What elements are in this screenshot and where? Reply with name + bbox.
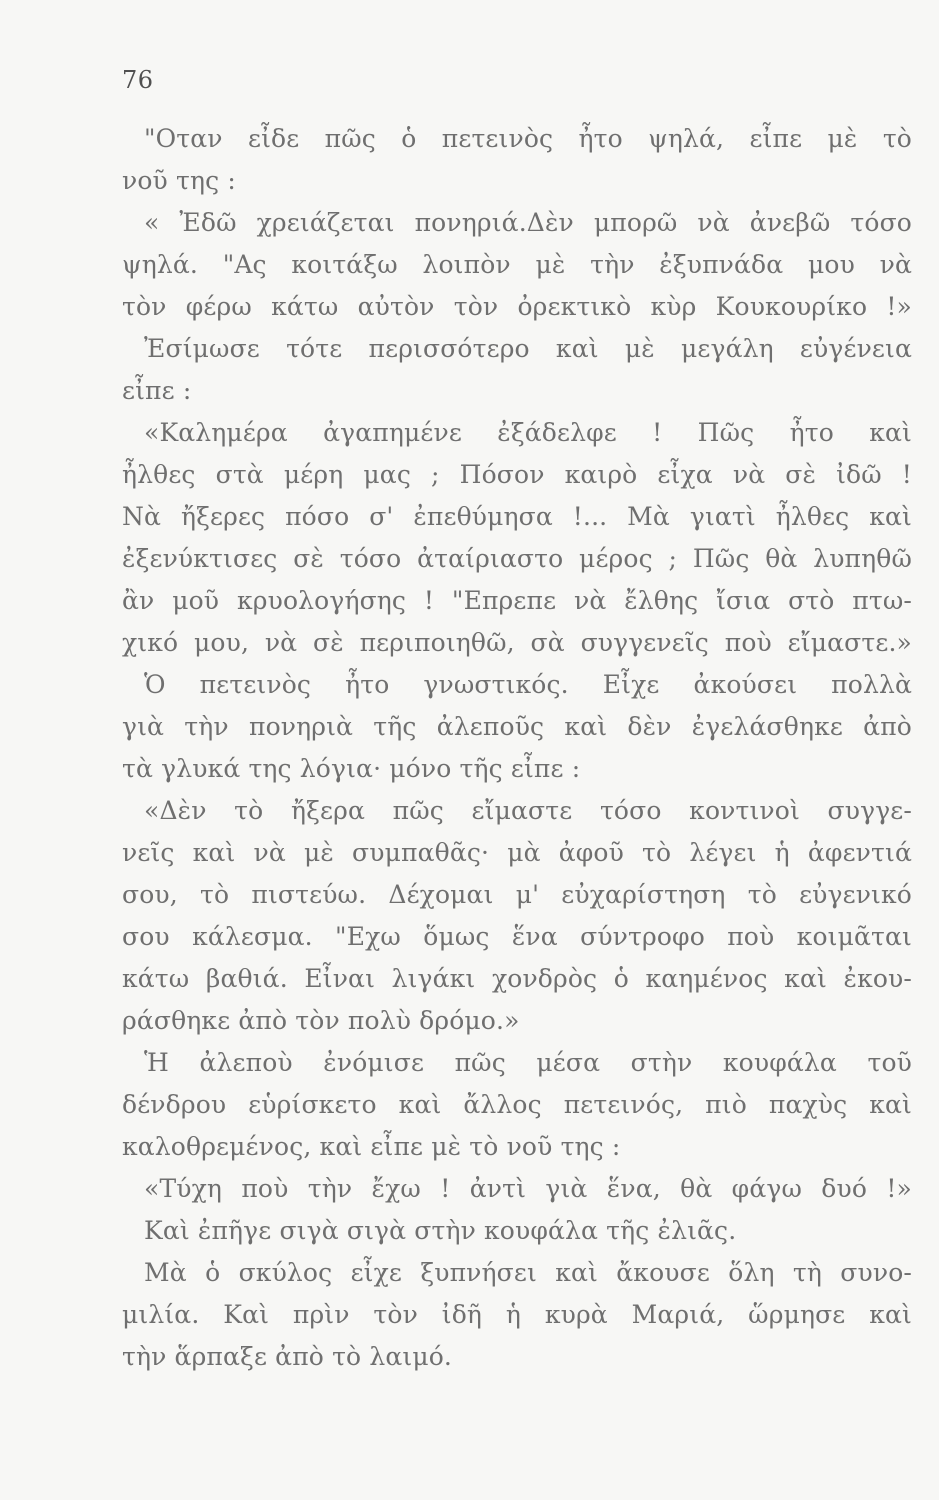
text-line: « Ἐδῶ χρειάζεται πονηριά.Δὲν μπορῶ νὰ ἀνεβῶ τόσο <box>144 208 912 237</box>
text-line: Καὶ ἐπῆγε σιγὰ σιγὰ στὴν κουφάλα τῆς ἐλιᾶς. <box>144 1216 737 1245</box>
text-line: Ὁ πετεινὸς ἦτο γνωστικός. Εἶχε ἀκούσει πολλὰ <box>144 670 912 699</box>
text-line: Νὰ ἤξερες πόσο σ' ἐπεθύμησα !... Μὰ γιατὶ ἦλθες καὶ <box>122 502 912 531</box>
text-line: εἶπε : <box>122 376 192 405</box>
text-line: ἐξενύκτισες σὲ τόσο ἀταίριαστο μέρος ; Πῶς θὰ λυπηθῶ <box>122 544 912 573</box>
text-line: σου κάλεσμα. "Εχω ὅμως ἕνα σύντροφο ποὺ κοιμᾶται <box>122 922 912 951</box>
text-line: τὸν φέρω κάτω αὐτὸν τὸν ὀρεκτικὸ κὺρ Κουκουρίκο !» <box>122 292 912 321</box>
text-line: «Καλημέρα ἀγαπημένε ἐξάδελφε ! Πῶς ἦτο καὶ <box>144 418 912 447</box>
text-line: "Οταν εἶδε πῶς ὁ πετεινὸς ἦτο ψηλά, εἶπε μὲ τὸ <box>144 124 912 153</box>
text-line: Ἐσίμωσε τότε περισσότερο καὶ μὲ μεγάλη εὐγένεια <box>144 334 912 363</box>
text-line: ψηλά. "Ας κοιτάξω λοιπὸν μὲ τὴν ἐξυπνάδα μου νὰ <box>122 250 912 279</box>
text-line: κάτω βαθιά. Εἶναι λιγάκι χονδρὸς ὁ καημένος καὶ ἐκου- <box>122 964 912 993</box>
text-line: ἦλθες στὰ μέρη μας ; Πόσον καιρὸ εἶχα νὰ σὲ ἰδῶ ! <box>122 460 912 489</box>
text-line: καλοθρεμένος, καὶ εἶπε μὲ τὸ νοῦ της : <box>122 1132 621 1161</box>
text-line: χικό μου, νὰ σὲ περιποιηθῶ, σὰ συγγενεῖς ποὺ εἴμαστε.» <box>122 628 912 657</box>
body-text <box>122 118 912 1378</box>
text-line: νοῦ της : <box>122 166 236 195</box>
text-line: ἂν μοῦ κρυολογήσης ! "Επρεπε νὰ ἔλθης ἴσια στὸ πτω- <box>122 586 912 615</box>
text-line: «Δὲν τὸ ἤξερα πῶς εἴμαστε τόσο κοντινοὶ συγγε- <box>144 796 912 825</box>
page-number: 76 <box>122 66 154 94</box>
text-line: τὰ γλυκά της λόγια· μόνο τῆς εἶπε : <box>122 754 581 783</box>
text-line: ράσθηκε ἀπὸ τὸν πολὺ δρόμο.» <box>122 1006 520 1035</box>
text-line: Μὰ ὁ σκύλος εἶχε ξυπνήσει καὶ ἄκουσε ὅλη τὴ συνο- <box>144 1258 912 1287</box>
text-line: γιὰ τὴν πονηριὰ τῆς ἀλεποῦς καὶ δὲν ἐγελάσθηκε ἀπὸ <box>122 712 912 741</box>
text-line: μιλία. Καὶ πρὶν τὸν ἰδῆ ἡ κυρὰ Μαριά, ὥρμησε καὶ <box>122 1300 912 1329</box>
text-line: Ἡ ἀλεποὺ ἐνόμισε πῶς μέσα στὴν κουφάλα τοῦ <box>144 1048 912 1077</box>
text-line: σου, τὸ πιστεύω. Δέχομαι μ' εὐχαρίστηση τὸ εὐγενικό <box>122 880 912 909</box>
text-line: δένδρου εὑρίσκετο καὶ ἄλλος πετεινός, πιὸ παχὺς καὶ <box>122 1090 912 1119</box>
text-line: νεῖς καὶ νὰ μὲ συμπαθᾶς· μὰ ἀφοῦ τὸ λέγει ἡ ἀφεντιά <box>122 838 912 867</box>
text-line: τὴν ἅρπαξε ἀπὸ τὸ λαιμό. <box>122 1342 453 1371</box>
text-line: «Τύχη ποὺ τὴν ἔχω ! ἀντὶ γιὰ ἕνα, θὰ φάγω δυό !» <box>144 1174 912 1203</box>
